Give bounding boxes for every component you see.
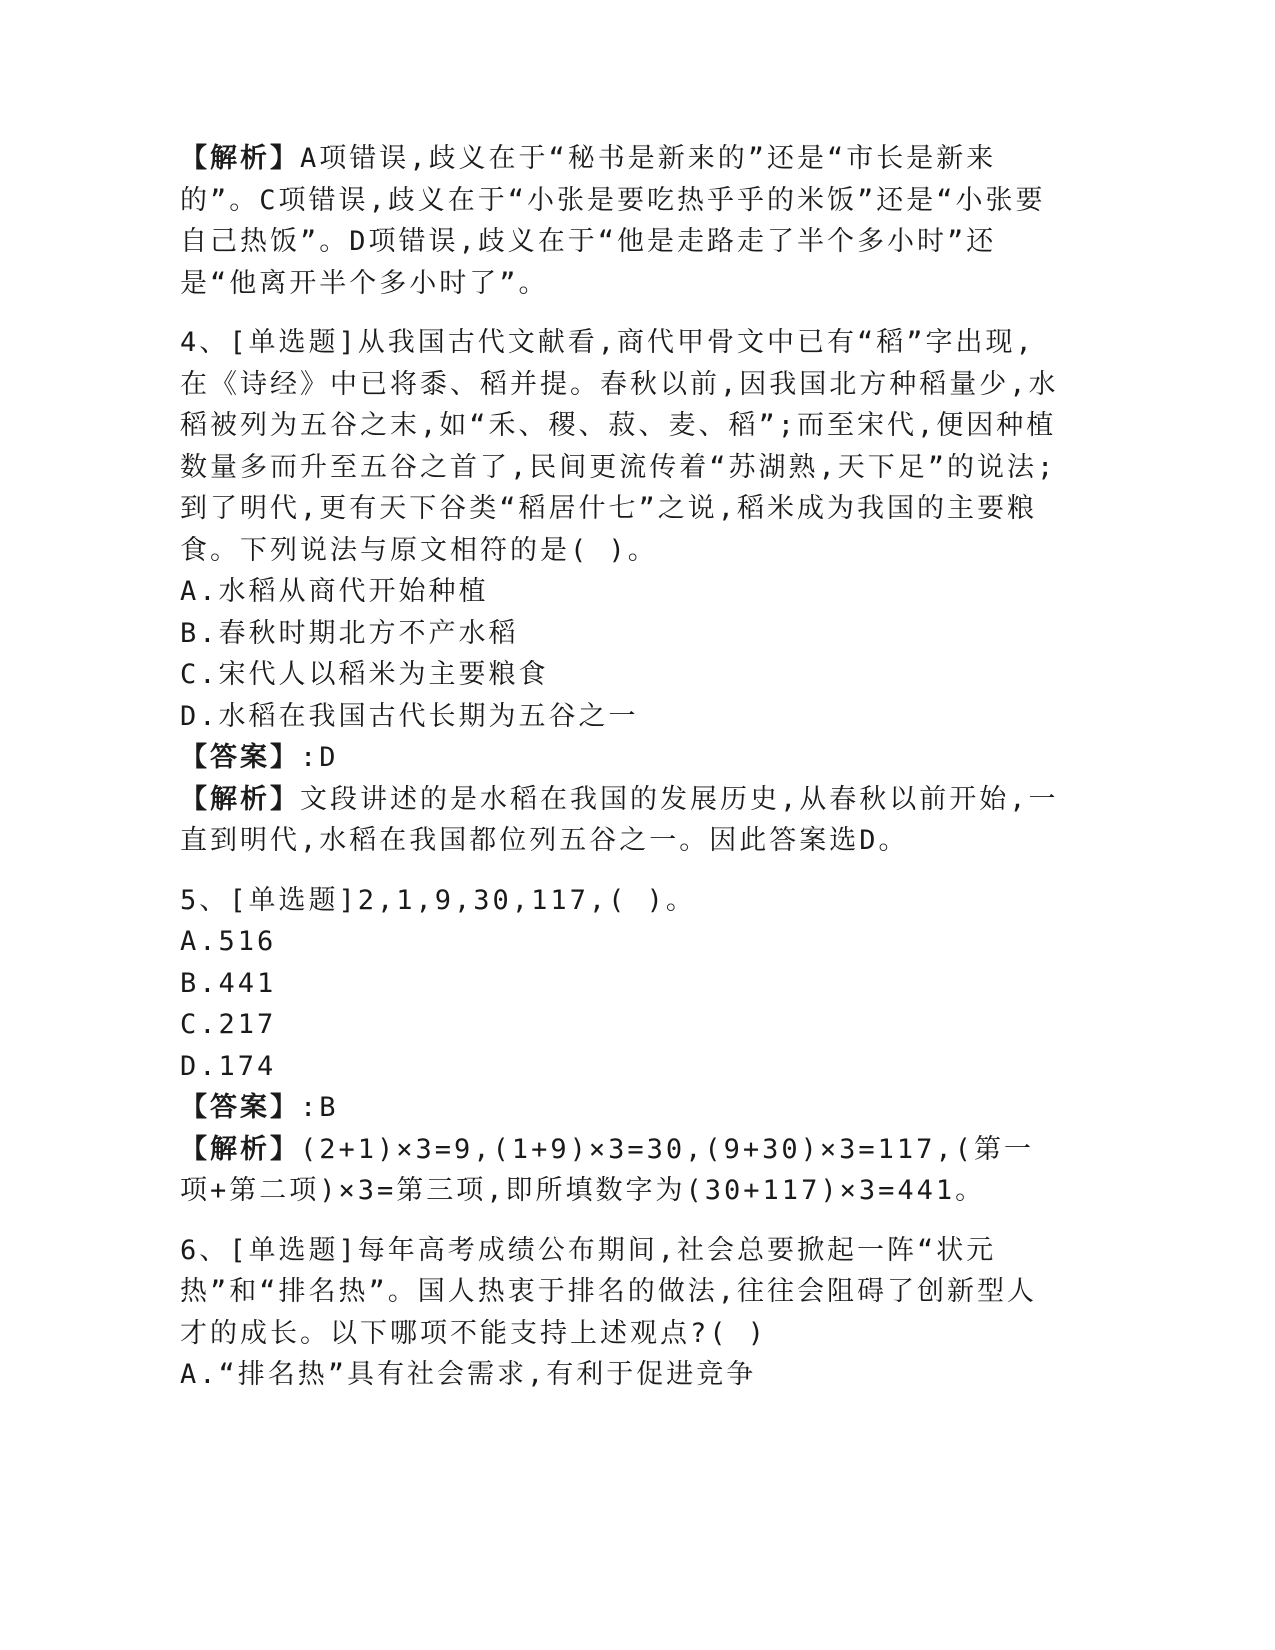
answer-label: 【答案】 xyxy=(180,742,300,773)
answer-line xyxy=(180,737,1060,779)
option-c: C.217 xyxy=(180,1009,277,1040)
option-d: D.水稻在我国古代长期为五谷之一 xyxy=(180,700,639,732)
question-4 xyxy=(180,322,1060,862)
analysis-text: (2+1)×3=9,(1+9)×3=30,(9+30)×3=117,(第一项+第二项)×3=第三项,即所填数字为(30+117)×3=441。 xyxy=(180,1133,1034,1206)
analysis-label: 【解析】 xyxy=(180,783,300,815)
analysis-label: 【解析】 xyxy=(180,1133,300,1165)
option-b: B.441 xyxy=(180,967,277,999)
option-d: D.174 xyxy=(180,1050,277,1082)
option-a: A.“排名热”具有社会需求,有利于促进竞争 xyxy=(180,1359,757,1390)
question-stem: 4、[单选题]从我国古代文献看,商代甲骨文中已有“稻”字出现,在《诗经》中已将黍、稻并提。春秋以前,因我国北方种稻量少,水稻被列为五谷之末,如“禾、稷、菽、麦、稻”;而至宋代,便因种植数量多而升至五谷之首了,民间更流传着“苏湖熟,天下足”的说法;到了明代,更有天下谷类“稻居什七”之说,稻米成为我国的主要粮食。下列说法与原文相符的是( )。 xyxy=(180,327,1059,566)
analysis-label: 【解析】 xyxy=(180,143,300,174)
option-c: C.宋代人以稻米为主要粮食 xyxy=(180,659,549,690)
answer-line xyxy=(180,1087,1060,1129)
analysis-text: 文段讲述的是水稻在我国的发展历史,从春秋以前开始,一直到明代,水稻在我国都位列五谷之一。因此答案选D。 xyxy=(180,783,1059,856)
option-a: A.516 xyxy=(180,926,277,957)
option-b: B.春秋时期北方不产水稻 xyxy=(180,617,519,649)
analysis-line xyxy=(180,1129,1060,1212)
document-page xyxy=(180,138,1060,1396)
q3-analysis xyxy=(180,138,1060,304)
analysis-line xyxy=(180,779,1060,862)
answer-value: :D xyxy=(300,742,339,773)
question-stem: 6、[单选题]每年高考成绩公布期间,社会总要掀起一阵“状元热”和“排名热”。国人热衷于排名的做法,往往会阻碍了创新型人才的成长。以下哪项不能支持上述观点?( ) xyxy=(180,1234,1038,1349)
analysis-text: A项错误,歧义在于“秘书是新来的”还是“市长是新来的”。C项错误,歧义在于“小张是要吃热乎乎的米饭”还是“小张要自己热饭”。D项错误,歧义在于“他是走路走了半个多小时”还是“他离开半个多小时了”。 xyxy=(180,143,1046,299)
question-6 xyxy=(180,1230,1060,1396)
option-a: A.水稻从商代开始种植 xyxy=(180,576,489,607)
answer-value: :B xyxy=(300,1092,339,1123)
question-5 xyxy=(180,880,1060,1212)
question-stem: 5、[单选题]2,1,9,30,117,( )。 xyxy=(180,884,696,916)
answer-label: 【答案】 xyxy=(180,1092,300,1123)
